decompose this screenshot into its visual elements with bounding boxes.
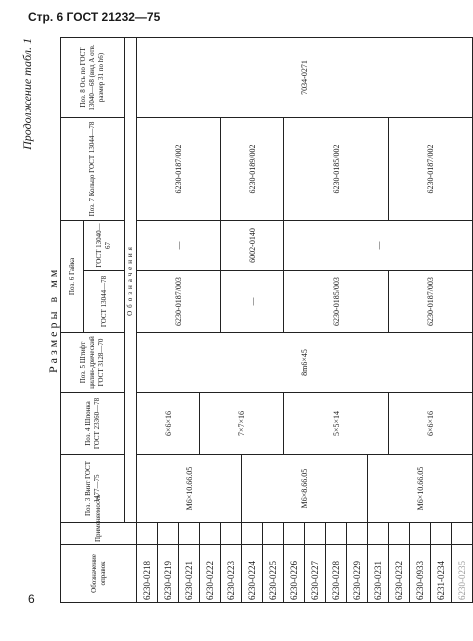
table-row-designation: 6230-0226 — [284, 545, 305, 603]
table-row-designation: 6230-0218 — [137, 545, 158, 603]
header-applicability: Применяемость — [61, 523, 137, 545]
applicability-cell — [452, 523, 473, 545]
shponka-cell: 7×7×16 — [200, 393, 284, 455]
table-row-designation: 6230-0224 — [242, 545, 263, 603]
table-row-designation: 6230-0222 — [200, 545, 221, 603]
applicability-cell — [221, 523, 242, 545]
specification-table — [60, 37, 473, 603]
applicability-cell — [200, 523, 221, 545]
table-row-designation: 6230-0228 — [326, 545, 347, 603]
table-row-designation: 6230-0229 — [347, 545, 368, 603]
shponka-cell: 5×5×14 — [284, 393, 389, 455]
applicability-cell — [263, 523, 284, 545]
applicability-cell — [179, 523, 200, 545]
gayka-b-cell: — — [284, 220, 473, 270]
table-row-designation: 6230-0219 — [158, 545, 179, 603]
gayka-a-cell: — — [221, 271, 284, 333]
shponka-cell: 6×6×16 — [389, 393, 473, 455]
table-row-designation: 6230-0221 — [179, 545, 200, 603]
applicability-cell — [431, 523, 452, 545]
header-pos4: Поз. 4 Шпонка ГОСТ 23360—78 — [61, 393, 125, 455]
table-row-designation: 6230-0227 — [305, 545, 326, 603]
applicability-cell — [347, 523, 368, 545]
applicability-cell — [242, 523, 263, 545]
sizes-title: Размеры в мм — [46, 266, 60, 373]
table-row-designation: 6231-0234 — [431, 545, 452, 603]
header-pos6-gost-a: ГОСТ 13044—78 — [84, 271, 125, 333]
header-pos7: Поз. 7 Кольцо ГОСТ 13044—78 — [61, 117, 125, 220]
shponka-cell: 6×6×16 — [137, 393, 200, 455]
applicability-cell — [158, 523, 179, 545]
page-header: Стр. 6 ГОСТ 21232—75 — [28, 10, 161, 24]
shtift-cell: 8m6×45 — [137, 333, 473, 393]
vint-cell: M6×10.66.05 — [137, 455, 242, 523]
table-row-designation: 6230-0231 — [368, 545, 389, 603]
header-designations-row: Обозначения — [125, 37, 137, 522]
vint-cell: M6×10.66.05 — [368, 455, 473, 523]
gayka-a-cell: 6230-0185/003 — [284, 271, 389, 333]
kolco-cell: 6230-0185/002 — [284, 117, 389, 220]
kolco-cell: 6230-0189/002 — [221, 117, 284, 220]
rotated-table-block — [20, 38, 467, 603]
gayka-b-cell: — — [137, 220, 221, 270]
header-pos6-gost-b: ГОСТ 13040—67 — [84, 220, 125, 270]
table-row-designation: 6230-0235 — [452, 545, 473, 603]
gayka-a-cell: 6230-0187/003 — [389, 271, 473, 333]
gayka-a-cell: 6230-0187/003 — [137, 271, 221, 333]
continuation-title: Продолжение табл. 1 — [20, 38, 34, 150]
vint-cell: M6×8.66.05 — [242, 455, 368, 523]
header-pos8: Поз. 8 Ось по ГОСТ 13040—68 (вид А отв. размер 31 по h6) — [61, 37, 125, 117]
applicability-cell — [284, 523, 305, 545]
kolco-cell: 6230-0187/002 — [389, 117, 473, 220]
kolco-cell: 6230-0187/002 — [137, 117, 221, 220]
header-pos5: Поз. 5 Штифт цилин-дрический ГОСТ 3128—70 — [61, 333, 125, 393]
applicability-cell — [326, 523, 347, 545]
applicability-cell — [368, 523, 389, 545]
table-row-designation: 6230-0232 — [389, 545, 410, 603]
page-number: 6 — [28, 592, 35, 606]
header-designation: Обозначение оправок — [61, 545, 137, 603]
applicability-cell — [305, 523, 326, 545]
table-row-designation: 6230-0223 — [221, 545, 242, 603]
gayka-b-cell: 6002-0140 — [221, 220, 284, 270]
table-row-designation: 6230-0933 — [410, 545, 431, 603]
os-cell: 7034-0271 — [137, 37, 473, 117]
applicability-cell — [137, 523, 158, 545]
applicability-cell — [389, 523, 410, 545]
header-pos3: Поз. 3 Винт ГОСТ 1477—75 — [61, 455, 125, 523]
header-pos6: Поз. 6 Гайка — [61, 220, 84, 332]
applicability-cell — [410, 523, 431, 545]
table-row-designation: 6230-0225 — [263, 545, 284, 603]
